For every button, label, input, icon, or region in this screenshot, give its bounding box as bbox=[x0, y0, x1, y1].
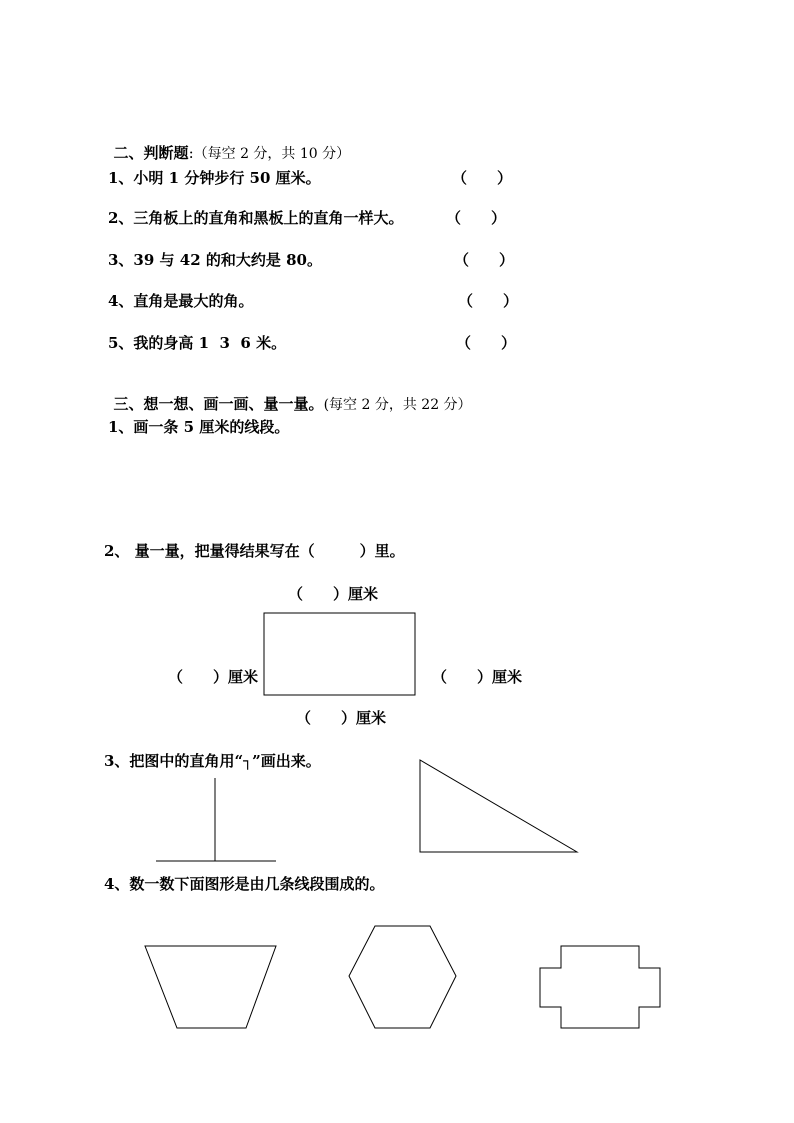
rect-label-left: （ ）厘米 bbox=[168, 668, 259, 686]
measure-rectangle bbox=[264, 613, 415, 695]
section3-score: (每空 2 分，共 22 分） bbox=[323, 397, 472, 413]
section2-score: （每空 2 分，共 10 分） bbox=[193, 146, 351, 162]
judge-item-2: 2、三角板上的直角和黑板上的直角一样大。 bbox=[108, 209, 404, 227]
judge-paren-3: （ ） bbox=[454, 251, 515, 269]
question-1: 1、画一条 5 厘米的线段。 bbox=[108, 418, 290, 436]
judge-paren-4: （ ） bbox=[458, 292, 519, 310]
hexagon-shape bbox=[349, 926, 456, 1028]
rect-label-right: （ ）厘米 bbox=[432, 668, 523, 686]
judge-item-5: 5、我的身高 1 3 6 米。 bbox=[108, 334, 287, 352]
question-3: 3、把图中的直角用“┐”画出来。 bbox=[104, 752, 321, 770]
question-4: 4、数一数下面图形是由几条线段围成的。 bbox=[104, 875, 385, 893]
judge-item-4: 4、直角是最大的角。 bbox=[108, 292, 254, 310]
judge-paren-5: （ ） bbox=[456, 334, 517, 352]
section2-title-colon: : bbox=[188, 144, 194, 162]
trapezoid-shape bbox=[145, 946, 276, 1028]
rect-label-top: （ ）厘米 bbox=[288, 585, 379, 603]
judge-paren-1: （ ） bbox=[452, 169, 513, 187]
right-triangle bbox=[420, 760, 577, 852]
judge-item-3: 3、39 与 42 的和大约是 80。 bbox=[108, 251, 322, 269]
rect-label-bottom: （ ）厘米 bbox=[296, 709, 387, 727]
cross-shape bbox=[540, 946, 660, 1028]
question-2: 2、 量一量，把量得结果写在（ ）里。 bbox=[104, 542, 405, 560]
section3-title-text: 三、想一想、画一画、量一量。 bbox=[113, 395, 324, 413]
judge-item-1: 1、小明 1 分钟步行 50 厘米。 bbox=[108, 169, 321, 187]
section2-title-text: 二、判断题 bbox=[113, 144, 189, 162]
judge-paren-2: （ ） bbox=[446, 209, 507, 227]
